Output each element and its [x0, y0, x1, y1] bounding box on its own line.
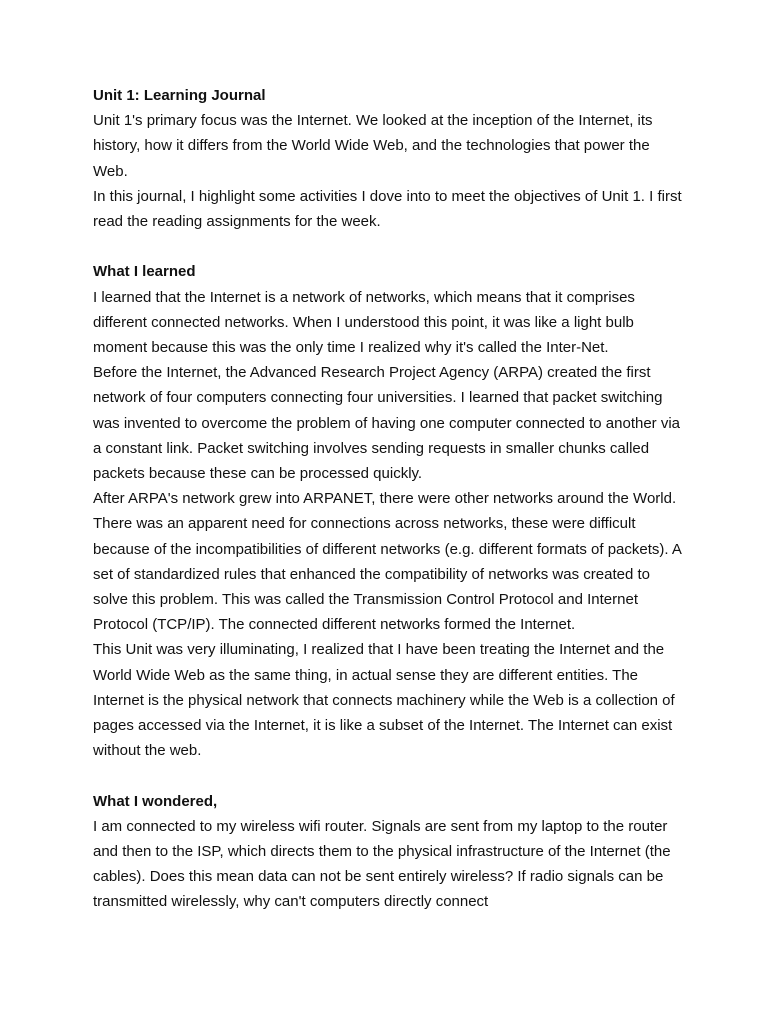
section-heading-wondered: What I wondered, — [93, 792, 218, 810]
document-page — [93, 83, 683, 915]
intro-paragraph-2: In this journal, I highlight some activities I dove into to meet the objectives of Unit 1. I first read the reading assignments for the week. — [93, 187, 682, 231]
section-spacer — [93, 763, 683, 788]
learned-paragraph-4: This Unit was very illuminating, I realized that I have been treating the Internet and the World Wide Web as the same thing, in actual sense they are different entities. The Internet is the physical network that connects machinery while the Web is a collection of pages accessed via the Internet, it is like a subset of the Internet. The Internet can exist without the web. — [93, 641, 675, 760]
learned-paragraph-3: After ARPA's network grew into ARPANET, there were other networks around the World. There was an apparent need for connections across networks, these were difficult because of the incompatibilities of different networks (e.g. different formats of packets). A set of standardized rules that enhanced the compatibility of networks was created to solve this problem. This was called the Transmission Control Protocol and Internet Protocol (TCP/IP). The connected different networks formed the Internet. — [93, 490, 682, 634]
document-title: Unit 1: Learning Journal — [93, 87, 266, 104]
section-heading-learned: What I learned — [93, 263, 196, 281]
learned-paragraph-1: I learned that the Internet is a network of networks, which means that it comprises different connected networks. When I understood this point, it was like a light bulb moment because this was the only time I realized why it's called the Inter-Net. — [93, 288, 635, 357]
intro-paragraph-1: Unit 1's primary focus was the Internet. We looked at the inception of the Internet, its history, how it differs from the World Wide Web, and the technologies that power the Web. — [93, 112, 653, 180]
learned-paragraph-2: Before the Internet, the Advanced Research Project Agency (ARPA) created the first network of four computers connecting four universities. I learned that packet switching was invented to overcome the problem of having one computer connected to another via a constant link. Packet switching involves sending requests in smaller chunks called packets because these can be processed quickly. — [93, 364, 681, 483]
wondered-paragraph-1: I am connected to my wireless wifi router. Signals are sent from my laptop to the router and then to the ISP, which directs them to the physical infrastructure of the Internet (the cables). Does this mean data can not be sent entirely wireless? If radio signals can be transmitted wirelessly, why can't computers directly connect — [93, 817, 671, 911]
section-spacer — [93, 234, 683, 259]
